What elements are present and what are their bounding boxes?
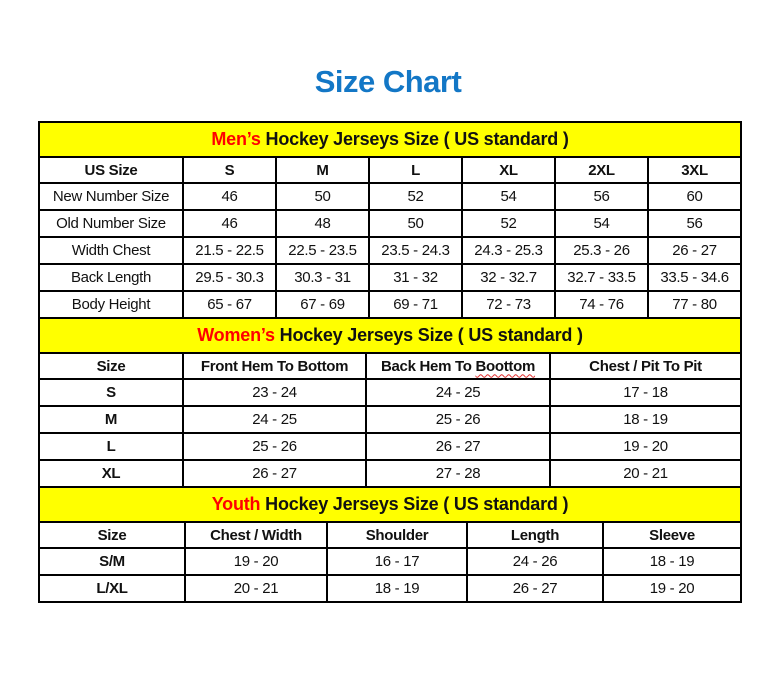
size-value-cell: 25 - 26 <box>183 433 366 460</box>
mens-section-header-row <box>39 122 741 157</box>
row-label: S/M <box>39 548 185 575</box>
size-value-cell: 24 - 25 <box>366 379 550 406</box>
size-value-cell: 60 <box>648 183 741 210</box>
column-header: Size <box>39 353 183 379</box>
size-value-cell: 25 - 26 <box>366 406 550 433</box>
womens-column-header-row <box>39 353 741 379</box>
column-header: US Size <box>39 157 183 183</box>
row-label: New Number Size <box>39 183 183 210</box>
size-value-cell: 25.3 - 26 <box>555 237 648 264</box>
column-header: 3XL <box>648 157 741 183</box>
size-value-cell: 56 <box>555 183 648 210</box>
size-value-cell: 21.5 - 22.5 <box>183 237 276 264</box>
table-row <box>39 406 741 433</box>
column-header: 2XL <box>555 157 648 183</box>
column-header: S <box>183 157 276 183</box>
column-header: Chest / Pit To Pit <box>550 353 741 379</box>
size-value-cell: 26 - 27 <box>648 237 741 264</box>
size-value-cell: 23 - 24 <box>183 379 366 406</box>
row-label: L <box>39 433 183 460</box>
size-value-cell: 52 <box>369 183 462 210</box>
page-title: Size Chart <box>314 64 462 99</box>
mens-section-title <box>39 122 741 157</box>
size-value-cell: 20 - 21 <box>550 460 741 487</box>
column-header-text: Back Hem To <box>380 357 472 375</box>
size-value-cell: 26 - 27 <box>467 575 603 602</box>
size-value-cell: 26 - 27 <box>183 460 366 487</box>
size-value-cell: 56 <box>648 210 741 237</box>
size-value-cell: 24 - 25 <box>183 406 366 433</box>
size-value-cell: 19 - 20 <box>550 433 741 460</box>
mens-section-title-highlight: Men’s <box>211 129 261 149</box>
size-value-cell: 16 - 17 <box>327 548 467 575</box>
size-value-cell: 23.5 - 24.3 <box>369 237 462 264</box>
table-row <box>39 548 741 575</box>
mens-column-header-row <box>39 157 741 183</box>
table-row <box>39 575 741 602</box>
column-header <box>366 353 550 379</box>
size-value-cell: 24 - 26 <box>467 548 603 575</box>
mens-size-table <box>38 121 742 319</box>
table-row <box>39 183 741 210</box>
size-value-cell: 18 - 19 <box>327 575 467 602</box>
size-value-cell: 46 <box>183 210 276 237</box>
size-value-cell: 50 <box>369 210 462 237</box>
womens-section-header-row <box>39 318 741 353</box>
table-row <box>39 379 741 406</box>
size-value-cell: 33.5 - 34.6 <box>648 264 741 291</box>
size-value-cell: 52 <box>462 210 555 237</box>
table-row <box>39 210 741 237</box>
table-row <box>39 433 741 460</box>
womens-section-title <box>39 318 741 353</box>
womens-section-title-highlight: Women’s <box>197 325 275 345</box>
column-header: Front Hem To Bottom <box>183 353 366 379</box>
column-header: M <box>276 157 369 183</box>
size-value-cell: 77 - 80 <box>648 291 741 318</box>
table-row <box>39 460 741 487</box>
column-header: Sleeve <box>603 522 741 548</box>
size-value-cell: 48 <box>276 210 369 237</box>
row-label: XL <box>39 460 183 487</box>
size-value-cell: 27 - 28 <box>366 460 550 487</box>
size-value-cell: 50 <box>276 183 369 210</box>
row-label: M <box>39 406 183 433</box>
table-row <box>39 237 741 264</box>
size-value-cell: 72 - 73 <box>462 291 555 318</box>
youth-section-header-row <box>39 487 741 522</box>
row-label: Width Chest <box>39 237 183 264</box>
size-value-cell: 30.3 - 31 <box>276 264 369 291</box>
size-value-cell: 29.5 - 30.3 <box>183 264 276 291</box>
row-label: Body Height <box>39 291 183 318</box>
row-label: L/XL <box>39 575 185 602</box>
column-header: Shoulder <box>327 522 467 548</box>
size-value-cell: 19 - 20 <box>185 548 327 575</box>
youth-section-title-rest: Hockey Jerseys Size ( US standard ) <box>265 494 569 514</box>
row-label: Back Length <box>39 264 183 291</box>
misspelled-word-spellcheck: Boottom <box>475 357 536 375</box>
size-value-cell: 46 <box>183 183 276 210</box>
size-value-cell: 69 - 71 <box>369 291 462 318</box>
size-value-cell: 26 - 27 <box>366 433 550 460</box>
youth-column-header-row <box>39 522 741 548</box>
size-value-cell: 31 - 32 <box>369 264 462 291</box>
youth-size-table <box>38 486 742 603</box>
mens-section-title-rest: Hockey Jerseys Size ( US standard ) <box>265 129 569 149</box>
row-label: S <box>39 379 183 406</box>
column-header: Size <box>39 522 185 548</box>
size-value-cell: 54 <box>555 210 648 237</box>
size-value-cell: 19 - 20 <box>603 575 741 602</box>
column-header: XL <box>462 157 555 183</box>
size-value-cell: 17 - 18 <box>550 379 741 406</box>
row-label: Old Number Size <box>39 210 183 237</box>
womens-section-title-rest: Hockey Jerseys Size ( US standard ) <box>279 325 583 345</box>
size-value-cell: 65 - 67 <box>183 291 276 318</box>
size-value-cell: 54 <box>462 183 555 210</box>
size-value-cell: 74 - 76 <box>555 291 648 318</box>
youth-section-title-highlight: Youth <box>211 494 261 514</box>
size-value-cell: 22.5 - 23.5 <box>276 237 369 264</box>
size-value-cell: 20 - 21 <box>185 575 327 602</box>
column-header: Chest / Width <box>185 522 327 548</box>
size-chart-container <box>38 121 740 603</box>
womens-size-table <box>38 317 742 488</box>
column-header: Length <box>467 522 603 548</box>
size-value-cell: 32 - 32.7 <box>462 264 555 291</box>
size-value-cell: 18 - 19 <box>603 548 741 575</box>
size-value-cell: 24.3 - 25.3 <box>462 237 555 264</box>
size-value-cell: 32.7 - 33.5 <box>555 264 648 291</box>
size-value-cell: 18 - 19 <box>550 406 741 433</box>
youth-section-title <box>39 487 741 522</box>
column-header: L <box>369 157 462 183</box>
size-value-cell: 67 - 69 <box>276 291 369 318</box>
table-row <box>39 264 741 291</box>
table-row <box>39 291 741 318</box>
